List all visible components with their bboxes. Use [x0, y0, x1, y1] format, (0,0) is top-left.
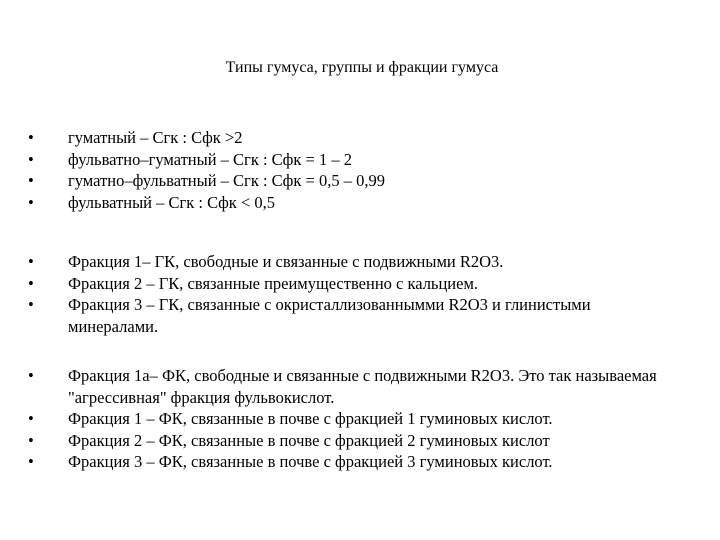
list-item — [28, 127, 678, 149]
list-item-text: Фракция 3 – ФК, связанные в почве с фракцией 3 гуминовых кислот. — [68, 452, 553, 471]
list-item-text: фульватно–гуматный – Сгк : Сфк = 1 – 2 — [68, 149, 352, 169]
fulvic-acid-fractions-list — [28, 365, 678, 473]
list-item — [28, 451, 678, 473]
list-item-text: Фракция 1 – ФК, связанные в почве с фракцией 1 гуминовых кислот. — [68, 409, 553, 428]
list-item — [28, 430, 678, 452]
list-item — [28, 294, 678, 337]
list-item-text: Фракция 1а– ФК, свободные и связанные с подвижными R2O3. Это так называемая "агрессивная" фракция фульвокислот. — [68, 366, 657, 407]
list-item — [28, 149, 678, 171]
list-item — [28, 408, 678, 430]
bullet-icon: • — [28, 452, 34, 471]
list-item-text: Фракция 2 – ФК, связанные в почве с фракцией 2 гуминовых кислот — [68, 430, 550, 450]
list-item — [28, 365, 678, 408]
list-item-text: гуматный – Сгк : Сфк >2 — [68, 128, 243, 147]
bullet-icon: • — [28, 409, 34, 428]
list-item-text: Фракция 3 – ГК, связанные с окристаллизованнымми R2O3 и глинистыми минералами. — [68, 295, 591, 336]
list-item — [28, 251, 678, 273]
bullet-icon: • — [28, 430, 34, 450]
bullet-icon: • — [28, 252, 34, 271]
bullet-icon: • — [28, 273, 34, 293]
bullet-icon: • — [28, 192, 34, 212]
list-item-text: Фракция 2 – ГК, связанные преимущественно с кальцием. — [68, 273, 479, 293]
humus-types-list — [28, 127, 678, 213]
bullet-icon: • — [28, 128, 34, 147]
list-item — [28, 273, 678, 295]
list-item-text: фульватный – Сгк : Сфк < 0,5 — [68, 192, 276, 212]
list-item — [28, 192, 678, 214]
list-item-text: Фракция 1– ГК, свободные и связанные с подвижными R2O3. — [68, 252, 504, 271]
bullet-icon: • — [28, 366, 34, 385]
bullet-icon: • — [28, 171, 34, 190]
slide-title: Типы гумуса, группы и фракции гумуса — [225, 59, 499, 76]
humic-acid-fractions-list — [28, 251, 678, 337]
bullet-icon: • — [28, 149, 34, 169]
list-item-text: гуматно–фульватный – Сгк : Сфк = 0,5 – 0,99 — [68, 171, 385, 190]
list-item — [28, 170, 678, 192]
bullet-icon: • — [28, 295, 34, 314]
